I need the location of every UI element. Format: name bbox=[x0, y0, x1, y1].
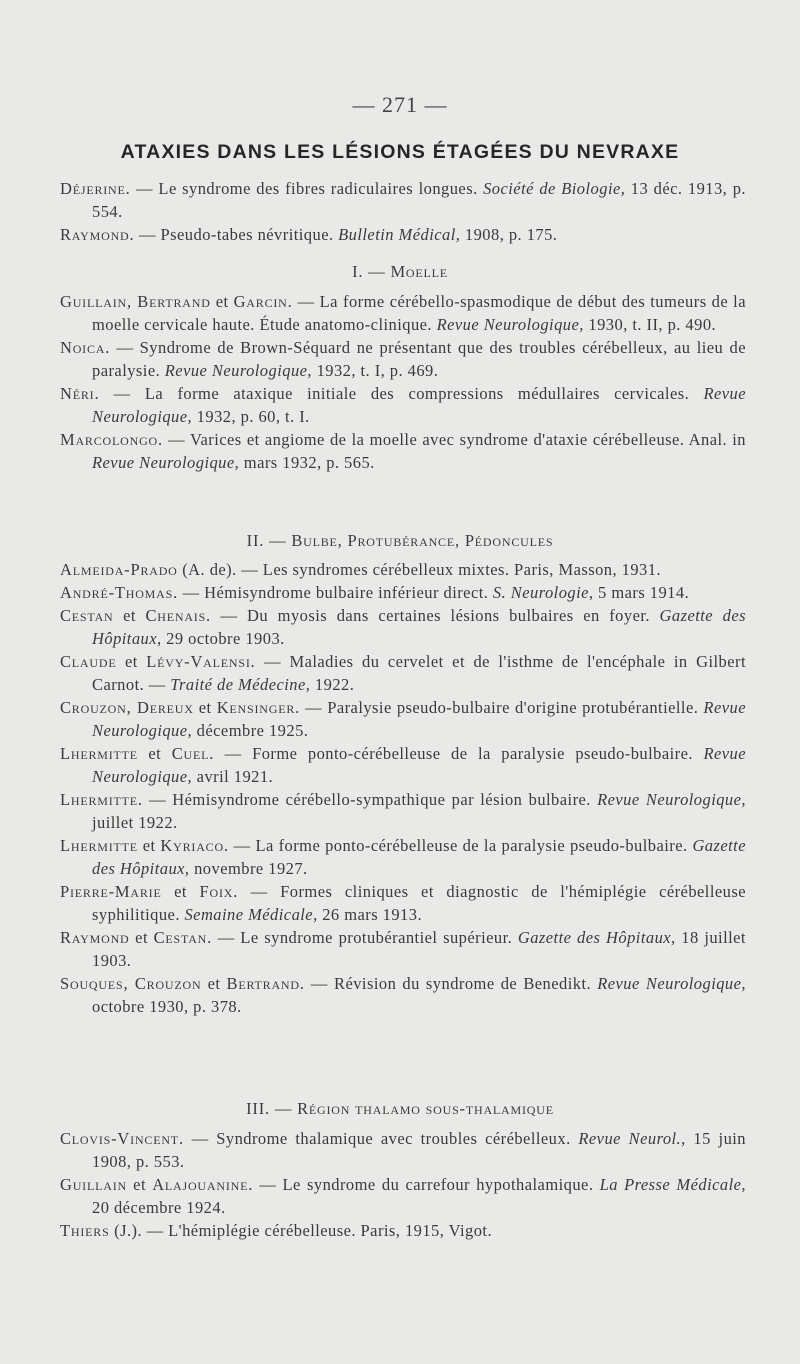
entry-text: — Du myosis dans certaines lésions bulbaires en foyer. bbox=[210, 606, 660, 625]
entry-source: Traité de Médecine, bbox=[170, 675, 311, 694]
entry-author: Lhermitte. bbox=[60, 790, 143, 809]
entry-connector: et bbox=[137, 744, 172, 763]
bibliography-entry bbox=[60, 650, 746, 696]
entry-tail: 1930, t. II, p. 490. bbox=[583, 315, 717, 334]
entry-tail: 26 mars 1913. bbox=[317, 905, 423, 924]
entry-author: Alajouanine. bbox=[152, 1175, 254, 1194]
entry-tail: 13 déc. 1913, p. 554. bbox=[92, 179, 746, 221]
entry-tail: 5 mars 1914. bbox=[593, 583, 690, 602]
entry-author: Raymond bbox=[60, 928, 130, 947]
entry-author: Lhermitte bbox=[60, 836, 138, 855]
entry-source: Revue Neurologique, bbox=[597, 974, 746, 993]
entry-author: Kensinger. bbox=[216, 698, 301, 717]
entry-connector: et bbox=[116, 652, 147, 671]
section-heading: III. — Région thalamo sous-thalamique bbox=[246, 1099, 554, 1118]
entry-author: Raymond. bbox=[60, 225, 135, 244]
bibliography-entry bbox=[60, 428, 746, 474]
entry-tail: avril 1921. bbox=[192, 767, 274, 786]
entry-connector: et bbox=[129, 928, 154, 947]
bibliography-entry bbox=[60, 788, 746, 834]
entry-author: André-Thomas. bbox=[60, 583, 179, 602]
intro-entries bbox=[60, 177, 746, 246]
section-entries bbox=[60, 558, 746, 1018]
section-entries bbox=[60, 290, 746, 474]
entry-source: Société de Biologie, bbox=[483, 179, 626, 198]
entry-source: Revue Neurologique, bbox=[92, 453, 240, 472]
entry-text: — La forme cérébello-spasmodique de début des tumeurs de la moelle cervicale haute. Étude anatomo-clinique. bbox=[92, 292, 746, 334]
entry-text: — Le syndrome des fibres radiculaires longues. bbox=[130, 179, 484, 198]
page-number: — 271 — bbox=[352, 92, 448, 117]
entry-text: — Paralysie pseudo-bulbaire d'origine protubérantielle. bbox=[300, 698, 704, 717]
entry-connector: et bbox=[210, 292, 234, 311]
entry-source: Revue Neurologique, bbox=[92, 384, 746, 426]
entry-text: — Forme ponto-cérébelleuse de la paralysie pseudo-bulbaire. bbox=[214, 744, 704, 763]
entry-text: (J.). — L'hémiplégie cérébelleuse. Paris, 1915, Vigot. bbox=[109, 1221, 493, 1240]
entry-tail: octobre 1930, p. 378. bbox=[92, 997, 242, 1016]
entry-author: Lévy-Valensi. bbox=[146, 652, 256, 671]
entry-source: Revue Neurologique, bbox=[436, 315, 584, 334]
entry-author: Clovis-Vincent. bbox=[60, 1129, 184, 1148]
entry-author: Thiers bbox=[60, 1221, 110, 1240]
entry-tail: 29 octobre 1903. bbox=[161, 629, 285, 648]
entry-tail: 20 décembre 1924. bbox=[92, 1198, 226, 1217]
entry-source: Revue Neurologique, bbox=[92, 744, 747, 786]
entry-source: Revue Neurol., bbox=[578, 1129, 686, 1148]
entry-text: — Syndrome thalamique avec troubles cérébelleux. bbox=[183, 1129, 579, 1148]
entry-author: Guillain bbox=[60, 1175, 127, 1194]
entry-text: — La forme ponto-cérébelleuse de la paralysie pseudo-bulbaire. bbox=[228, 836, 693, 855]
entry-author: Garcin. bbox=[233, 292, 293, 311]
entry-tail: 1932, p. 60, t. I. bbox=[192, 407, 310, 426]
entry-tail: 1932, t. I, p. 469. bbox=[312, 361, 439, 380]
entry-tail: 1922. bbox=[310, 675, 355, 694]
entry-author: Guillain, Bertrand bbox=[60, 292, 211, 311]
bibliography-entry bbox=[60, 290, 746, 336]
bibliography-entry bbox=[60, 696, 746, 742]
bibliography-entry bbox=[60, 604, 746, 650]
entry-text: — Formes cliniques et diagnostic de l'hémiplégie cérébelleuse syphilitique. bbox=[92, 882, 746, 924]
entry-author: Souques, Crouzon bbox=[60, 974, 202, 993]
entry-text: — Hémisyndrome bulbaire inférieur direct. bbox=[178, 583, 493, 602]
entry-connector: et bbox=[113, 606, 146, 625]
entry-author: Bertrand. bbox=[226, 974, 305, 993]
entry-text: (A. de). — Les syndromes cérébelleux mixtes. Paris, Masson, 1931. bbox=[177, 560, 662, 579]
entry-text: — Le syndrome protubérantiel supérieur. bbox=[212, 928, 518, 947]
entry-tail: 15 juin 1908, p. 553. bbox=[92, 1129, 747, 1171]
entry-tail: novembre 1927. bbox=[189, 859, 308, 878]
entry-connector: et bbox=[201, 974, 227, 993]
entry-author: Claude bbox=[60, 652, 117, 671]
bibliography-entry bbox=[60, 926, 746, 972]
section-entries bbox=[60, 1127, 746, 1242]
entry-text: — Le syndrome du carrefour hypothalamique. bbox=[253, 1175, 600, 1194]
entry-author: Néri. bbox=[60, 384, 100, 403]
entry-tail: 1908, p. 175. bbox=[460, 225, 558, 244]
entry-author: Cestan. bbox=[153, 928, 213, 947]
entry-author: Foix. bbox=[199, 882, 239, 901]
entry-source: Revue Neurologique, bbox=[597, 790, 746, 809]
entry-tail: juillet 1922. bbox=[92, 813, 178, 832]
entry-author: Crouzon, Dereux bbox=[60, 698, 194, 717]
bibliography-entry bbox=[60, 581, 746, 604]
entry-source: La Presse Médicale, bbox=[599, 1175, 746, 1194]
entry-source: Gazette des Hôpitaux, bbox=[517, 928, 676, 947]
entry-connector: et bbox=[161, 882, 200, 901]
entry-connector: et bbox=[126, 1175, 153, 1194]
entry-tail: mars 1932, p. 565. bbox=[239, 453, 375, 472]
entry-author: Kyriaco. bbox=[160, 836, 229, 855]
entry-tail: 18 juillet 1903. bbox=[92, 928, 746, 970]
bibliography-entry bbox=[60, 1173, 746, 1219]
entry-text: — La forme ataxique initiale des compressions médullaires cervicales. bbox=[99, 384, 704, 403]
bibliography-entry bbox=[60, 880, 746, 926]
entry-author: Chenais. bbox=[145, 606, 211, 625]
entry-text: — Maladies du cervelet et de l'isthme de l'encéphale in Gilbert Carnot. — bbox=[92, 652, 746, 694]
entry-source: Revue Neurologique, bbox=[164, 361, 312, 380]
entry-text: — Varices et angiome de la moelle avec syndrome d'ataxie cérébelleuse. Anal. in bbox=[162, 430, 746, 449]
entry-author: Marcolongo. bbox=[60, 430, 163, 449]
entry-author: Lhermitte bbox=[60, 744, 138, 763]
entry-connector: et bbox=[137, 836, 161, 855]
entry-source: Gazette des Hôpitaux, bbox=[92, 836, 746, 878]
entry-author: Cuel. bbox=[171, 744, 215, 763]
bibliography-entry bbox=[60, 223, 746, 246]
entry-connector: et bbox=[193, 698, 217, 717]
entry-author: Déjerine. bbox=[60, 179, 131, 198]
bibliography-entry bbox=[60, 1127, 746, 1173]
entry-text: — Révision du syndrome de Benedikt. bbox=[304, 974, 598, 993]
entry-source: S. Neurologie, bbox=[492, 583, 594, 602]
entry-author: Cestan bbox=[60, 606, 114, 625]
section-heading: II. — Bulbe, Protubérance, Pédoncules bbox=[246, 531, 554, 550]
entry-author: Noica. bbox=[60, 338, 111, 357]
bibliography-entry bbox=[60, 972, 746, 1018]
entry-text: — Hémisyndrome cérébello-sympathique par lésion bulbaire. bbox=[142, 790, 598, 809]
entry-author: Pierre-Marie bbox=[60, 882, 162, 901]
bibliography-entry bbox=[60, 834, 746, 880]
bibliography-entry bbox=[60, 558, 746, 581]
bibliography-entry bbox=[60, 1219, 746, 1242]
entry-tail: décembre 1925. bbox=[192, 721, 309, 740]
entry-source: Revue Neurologique, bbox=[92, 698, 746, 740]
bibliography-entry bbox=[60, 382, 746, 428]
entry-text: — Syndrome de Brown-Séquard ne présentant que des troubles cérébelleux, au lieu de paralysie. bbox=[92, 338, 746, 380]
entry-author: Almeida-Prado bbox=[60, 560, 178, 579]
entry-text: — Pseudo-tabes névritique. bbox=[134, 225, 339, 244]
bibliography-entry bbox=[60, 336, 746, 382]
entry-source: Gazette des Hôpitaux, bbox=[92, 606, 746, 648]
entry-source: Bulletin Médical, bbox=[338, 225, 461, 244]
bibliography-entry bbox=[60, 742, 746, 788]
bibliography-entry bbox=[60, 177, 746, 223]
section-heading: I. — Moelle bbox=[352, 262, 448, 281]
page-title: ATAXIES DANS LES LÉSIONS ÉTAGÉES DU NEVRAXE bbox=[120, 141, 680, 163]
entry-source: Semaine Médicale, bbox=[184, 905, 318, 924]
